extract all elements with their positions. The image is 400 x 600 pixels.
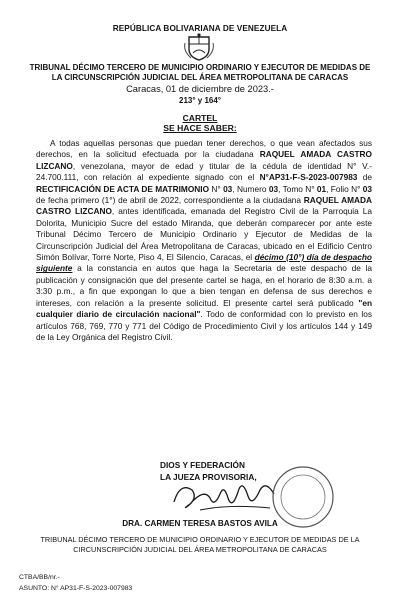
deadline-highlight: décimo (10°) día de despacho siguiente bbox=[36, 252, 372, 274]
notice-body bbox=[36, 138, 372, 343]
case-number: N°AP31-F-S-2023-007983 bbox=[259, 172, 358, 183]
tribunal-heading-line-1: TRIBUNAL DÉCIMO TERCERO DE MUNICIPIO ORDINARIO Y EJECUTOR DE MEDIDAS DE bbox=[29, 63, 371, 72]
coat-of-arms-seal bbox=[183, 33, 215, 61]
reference-case: ASUNTO: N° AP31-F-S-2023-007983 bbox=[19, 585, 133, 592]
judge-title: LA JUEZA PROVISORIA, bbox=[160, 472, 257, 482]
cartel-title: CARTEL bbox=[182, 113, 218, 123]
case-type: RECTIFICACIÓN DE ACTA DE MATRIMONIO bbox=[36, 183, 210, 194]
footer-line-2: CIRCUNSCRIPCIÓN JUDICIAL DEL ÁREA METROPOLITANA DE CARACAS bbox=[73, 544, 327, 554]
footer-line-1: TRIBUNAL DÉCIMO TERCERO DE MUNICIPIO ORDINARIO Y EJECUTOR DE MEDIDAS DE LA bbox=[40, 535, 360, 544]
notice-paragraph: A todas aquellas personas que puedan tener derechos, o que vean afectados sus derechos, en la solicitud efectuada por la ciudadana RAQUEL AMADA CASTRO LIZCANO, venezolana, mayor de edad y titular de la cédula de identidad N° V.- 24.700.111, con relación al expediente signado con el N°AP31-F-S-2023-007983 de RECTIFICACIÓN DE ACTA DE MATRIMONIO N° 03, Numero 03, Tomo N° 01, Folio N° 03 de fecha primero (1°) de abril de 2022, correspondiente a la ciudadana RAQUEL AMADA CASTRO LIZCANO, antes identificada, emanada del Registro Civil de la Parroquia La Dolorita, Municipio Sucre del estado Miranda, que deberán comparecer por ante este Tribunal Décimo Tercero de Municipio Ordinario y Ejecutor de Medidas de la Circunscripción Judicial del Área Metropolitana de Caracas, ubicado en el Edificio Centro Simón Bolívar, Torre Norte, Piso 4, El Silencio, Caracas, el décimo (10°) día de despacho siguiente a la constancia en autos que haga la Secretaria de este despacho de la publicación y consignación que del presente cartel se haga, en el horario de 8:30 a.m. a 3:30 p.m., a fin que expongan lo que a bien tengan en defensa de sus derechos e intereses, con relación a la presente solicitud. El presente cartel será publicado "en cualquier diario de circulación nacional". Todo de conformidad con lo previsto en los artículos 768, 769, 770 y 771 del Código de Procedimiento Civil y los artículos 144 y 149 de la Ley Orgánica del Registro Civil. bbox=[36, 138, 373, 342]
petitioner-name: RAQUEL AMADA CASTRO LIZCANO bbox=[36, 149, 372, 171]
document-date: Caracas, 01 de diciembre de 2023.- bbox=[126, 84, 274, 94]
footer-tribunal bbox=[20, 535, 380, 554]
petitioner-name-repeat: RAQUEL AMADA CASTRO LIZCANO bbox=[36, 195, 372, 217]
tribunal-heading bbox=[20, 63, 380, 83]
tribunal-heading-line-2: LA CIRCUNSCRIPCIÓN JUDICIAL DEL ÁREA METROPOLITANA DE CARACAS bbox=[51, 73, 349, 82]
closing-motto: DIOS Y FEDERACIÓN bbox=[160, 460, 245, 470]
republic-heading: REPÚBLICA BOLIVARIANA DE VENEZUELA bbox=[112, 24, 288, 33]
se-hace-saber-title: SE HACE SABER: bbox=[163, 123, 237, 133]
handwritten-signature bbox=[170, 468, 280, 518]
years-of-independence: 213° y 164° bbox=[179, 96, 221, 105]
publication-requirement: "en cualquier diario de circulación nacional" bbox=[36, 297, 373, 320]
reference-initials: CTBA/BB/nr.- bbox=[19, 574, 60, 581]
document-title bbox=[0, 113, 400, 133]
judge-name: DRA. CARMEN TERESA BASTOS AVILA bbox=[122, 519, 278, 528]
